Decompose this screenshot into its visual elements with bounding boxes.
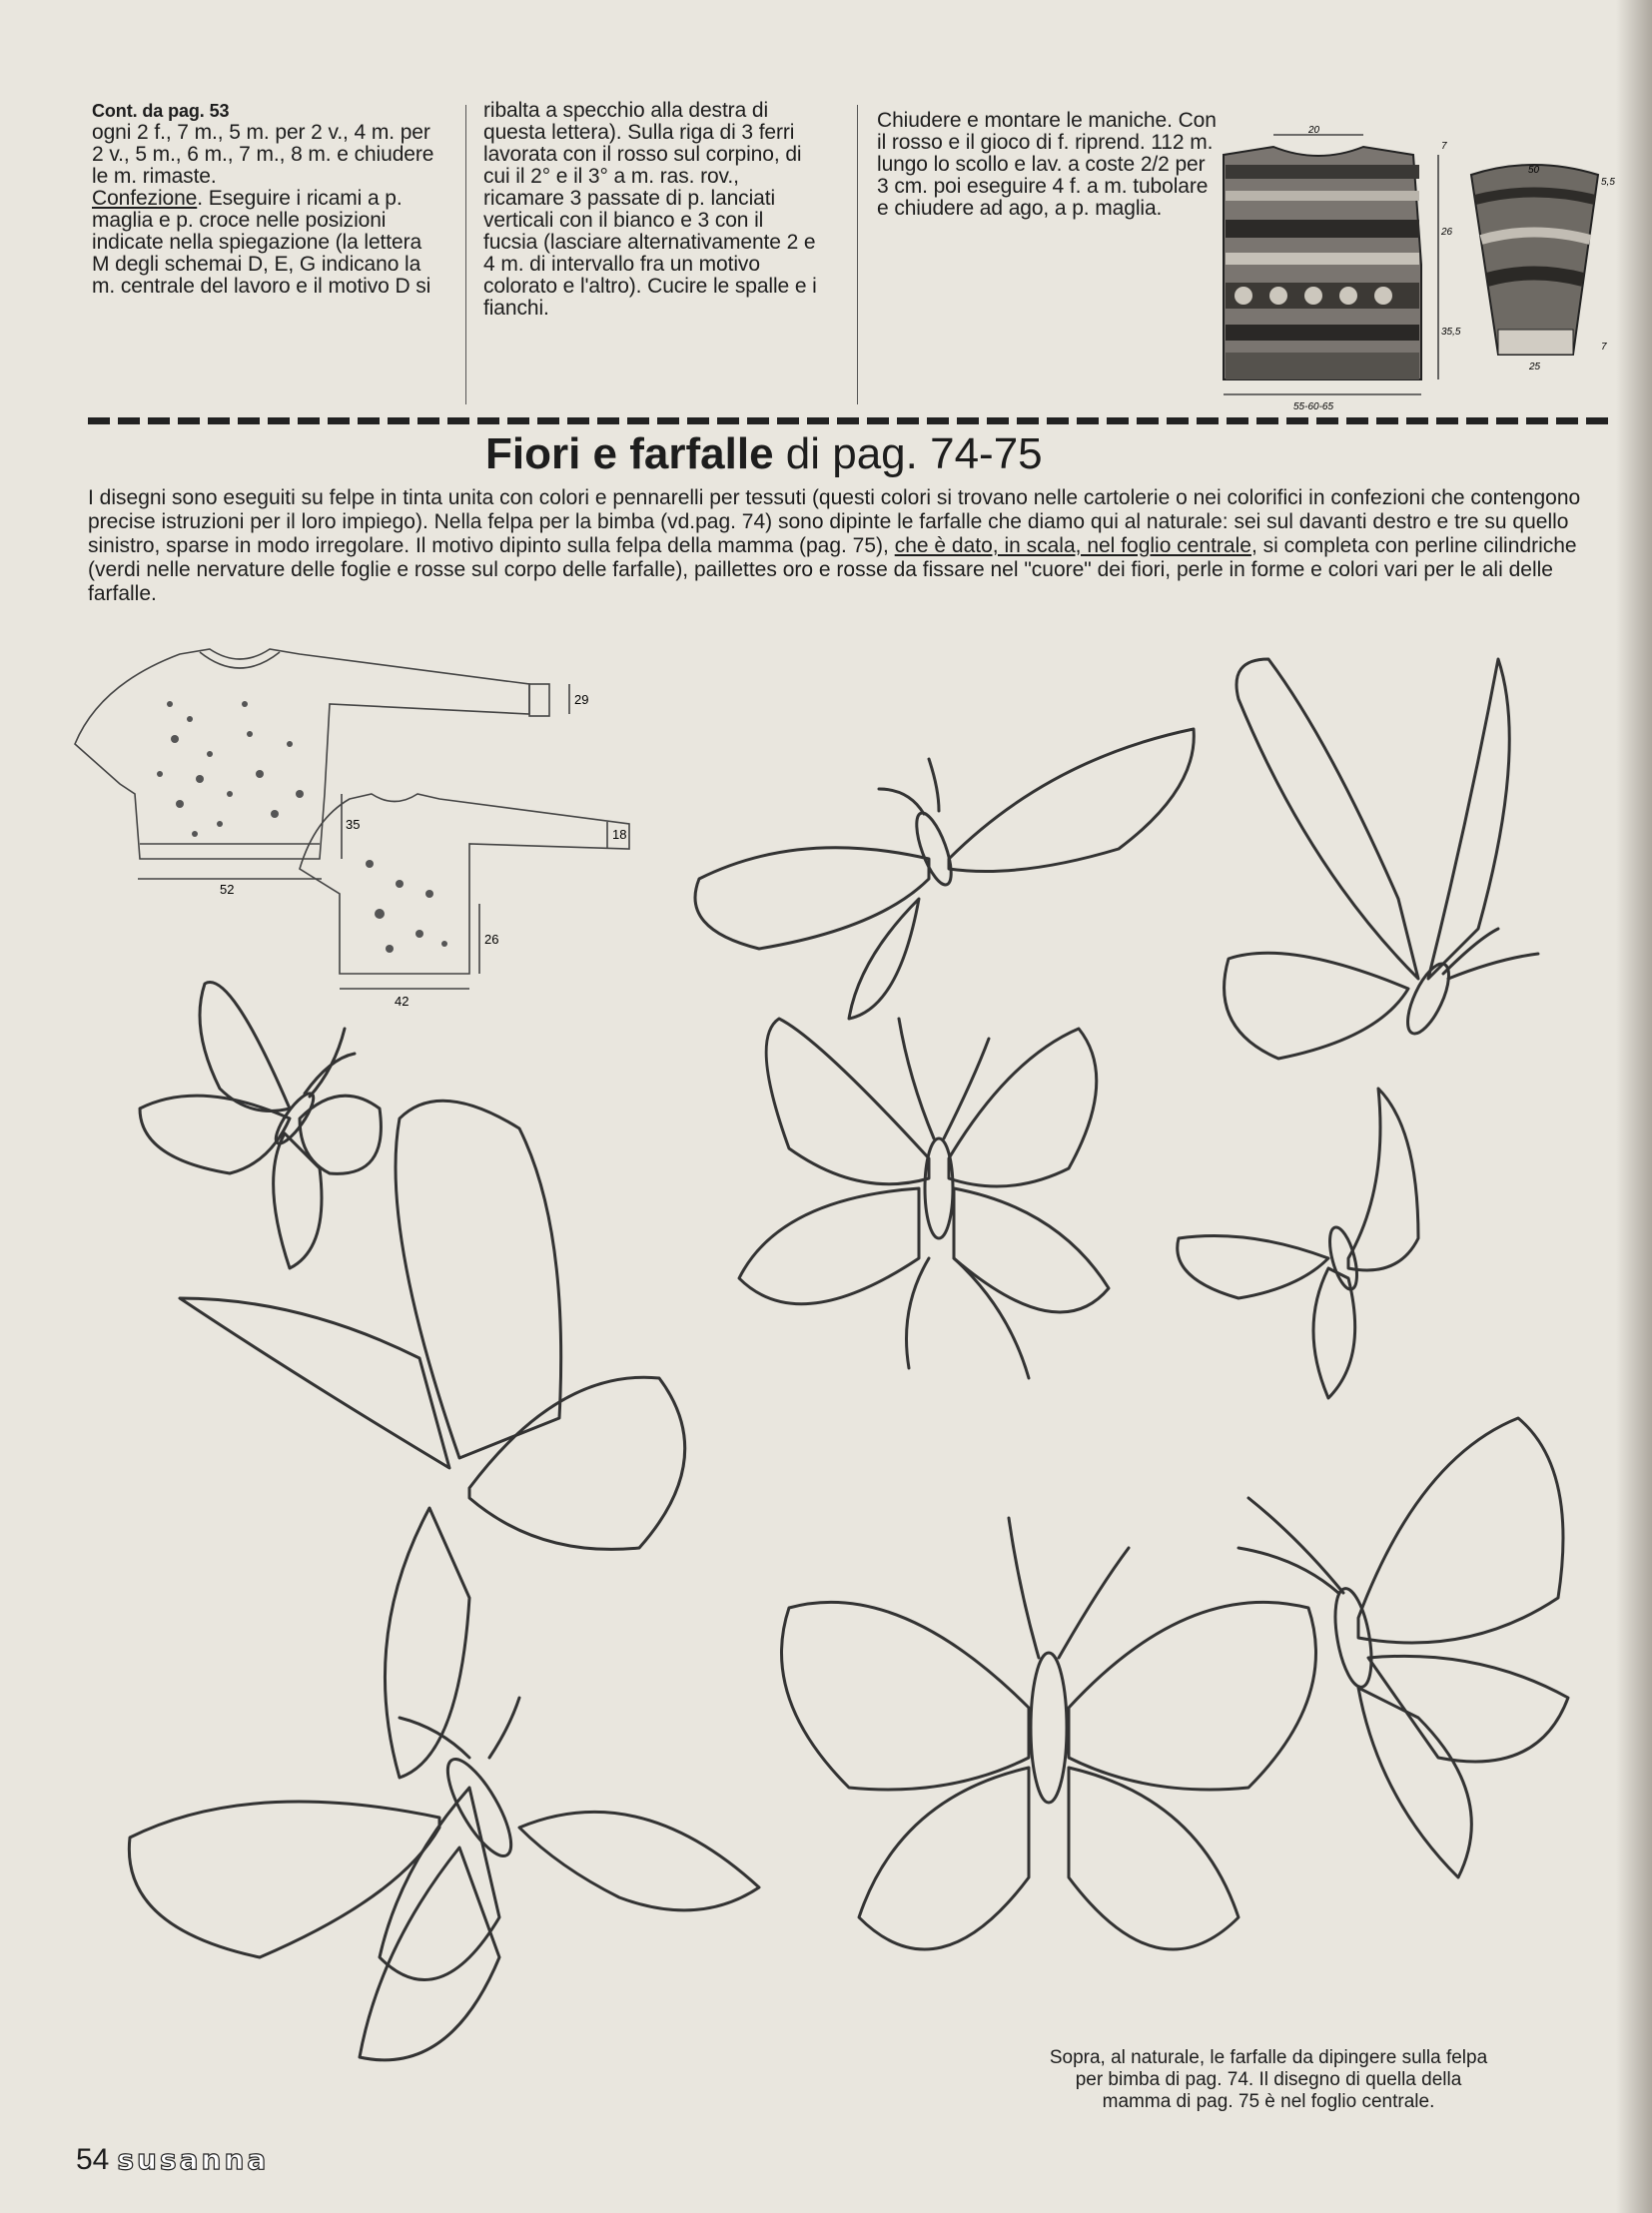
butterfly-top-center: [695, 729, 1194, 1019]
dim-label: 52: [220, 882, 235, 897]
dim-label: 25: [1529, 362, 1541, 372]
binding-shadow: [1616, 0, 1652, 2213]
butterfly-small-left: [140, 983, 381, 1268]
dim-label: 18: [612, 827, 627, 842]
title-rest: di pag. 74-75: [773, 429, 1043, 478]
butterfly-right-small: [1178, 1089, 1418, 1398]
dim-label: 7: [1601, 342, 1607, 353]
intro-text: I disegni sono eseguiti su felpe in tinta unita con colori e pennarelli per tessuti (questi colori si trovano nelle cartolerie o nei colorifici in confezioni che contengono precise istruzioni per il loro impiego). Nella felpa per la bimba (vd.pag. 74) sono dipinte le farfalle che diamo qui al naturale: sei sul davanti destro e tre su quello sinistro, sparse in modo irregolare. Il motivo dipinto sulla felpa della mamma (pag. 75),: [88, 486, 1581, 557]
page-number: 54: [76, 2143, 110, 2176]
butterfly-middle-center: [739, 1019, 1109, 1378]
confezione-label: Confezione: [92, 187, 198, 210]
butterfly-bottom-center: [782, 1518, 1316, 1949]
continued-reference: Cont. da pag. 53: [92, 101, 230, 121]
dim-label: 35: [346, 817, 361, 832]
dim-label: 26: [484, 932, 499, 947]
dim-label: 29: [574, 692, 589, 707]
page-footer: [76, 2143, 269, 2177]
dim-label: 50: [1528, 165, 1540, 176]
dim-label: 26: [1441, 227, 1453, 238]
butterfly-top-right: [1225, 659, 1538, 1059]
dim-label: 7: [1441, 141, 1447, 152]
column-3-text: Chiudere e montare le maniche. Con il rosso e il gioco di f. riprend. 112 m. lungo lo scollo e lav. a coste 2/2 per 3 cm. poi eseguire 4 f. a m. tubolare e chiudere ad ago, a p. maglia.: [877, 109, 1217, 220]
dim-label: 20: [1308, 125, 1320, 136]
intro-underlined: che è dato, in scala, nel foglio centrale: [894, 534, 1251, 557]
confezione-text: . Eseguire i ricami a p. maglia e p. croce nelle posizioni indicate nella spiegazione (la lettera M degli schemai D, E, G indicano la m. centrale del lavoro e il motivo D si: [92, 187, 431, 298]
dim-label: 5,5: [1601, 177, 1615, 188]
dim-label: 42: [395, 994, 410, 1009]
dim-label: 55-60-65: [1293, 401, 1334, 412]
butterfly-bottom-right: [1239, 1418, 1568, 1877]
intro-text-end: , si completa con perline cilindriche (verdi nelle nervature delle foglie e rosse sul corpo delle farfalle), paillettes oro e rosse da fissare nel "cuore" dei fiori, perle in forme e colori vari per le ali delle farfalle.: [88, 534, 1577, 605]
dim-label: 35,5: [1441, 327, 1461, 338]
figure-caption: Sopra, al naturale, le farfalle da dipingere sulla felpa per bimba di pag. 74. Il disegno di quella della mamma di pag. 75 è nel foglio centrale.: [1049, 2047, 1488, 2112]
magazine-name: susanna: [117, 2143, 270, 2176]
title-bold: Fiori e farfalle: [485, 429, 774, 478]
column-1-text: ogni 2 f., 7 m., 5 m. per 2 v., 4 m. per 2 v., 5 m., 6 m., 7 m., 8 m. e chiudere le m. rimaste.: [92, 121, 434, 188]
column-2-text: ribalta a specchio alla destra di questa lettera). Sulla riga di 3 ferri lavorata con il rosso sul corpino, di cui il 2° e il 3° a m. ras. rov., ricamare 3 passate di p. lanciati verticali con il bianco e 3 con il fucsia (lasciare alternativamente 2 e 4 m. di intervallo fra un motivo colorato e l'altro). Cucire le spalle e i fianchi.: [483, 99, 817, 320]
butterfly-large-left: [129, 1101, 759, 2060]
